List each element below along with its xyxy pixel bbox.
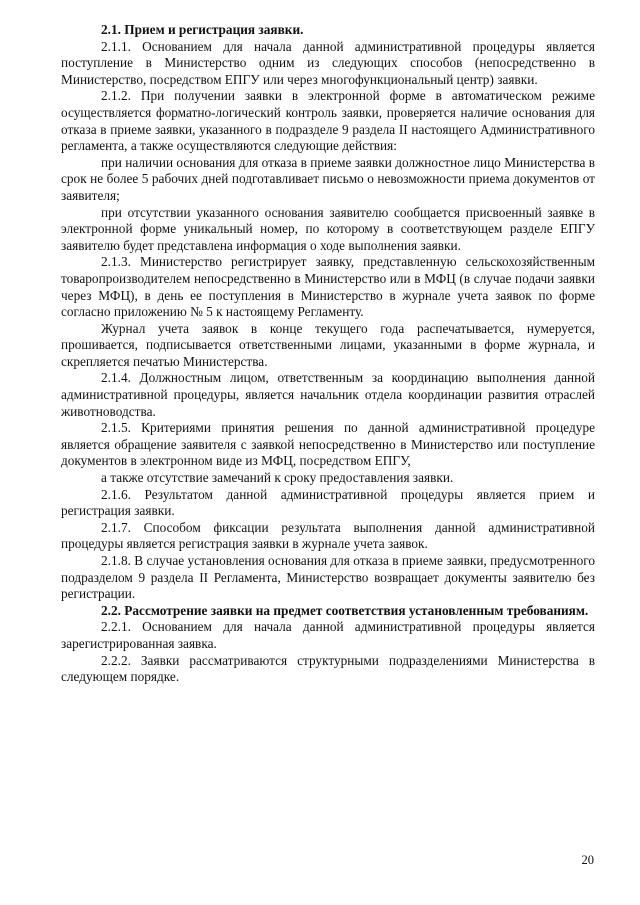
paragraph-2-1-2: 2.1.2. При получении заявки в электронной форме в автоматическом режиме осуществляется форматно-логический контроль заявки, проверяется наличие основания для отказа в приеме заявки, указанного в подразделе 9 раздела II настоящего Административного регламента, а также осуществляются следующие действия: (61, 88, 595, 154)
paragraph-2-1-7: 2.1.7. Способом фиксации результата выполнения данной административной процедуры является регистрация заявки в журнале учета заявок. (61, 519, 595, 552)
paragraph-2-1-6: 2.1.6. Результатом данной административной процедуры является прием и регистрация заявки. (61, 486, 595, 519)
document-body (61, 22, 595, 686)
paragraph-journal: Журнал учета заявок в конце текущего года распечатывается, нумеруется, прошивается, подписывается ответственными лицами, указанными в форме журнала, и скрепляется печатью Министерства. (61, 320, 595, 369)
paragraph-2-1-8: 2.1.8. В случае установления основания для отказа в приеме заявки, предусмотренного подразделом 9 раздела II Регламента, Министерство возвращает документы заявителю без регистрации. (61, 553, 595, 602)
page-number: 20 (581, 853, 594, 867)
paragraph-2-1-5: 2.1.5. Критериями принятия решения по данной административной процедуре является обращение заявителя с заявкой непосредственно в Министерство или поступление документов в электронном виде из МФЦ, посредством ЕПГУ, (61, 420, 595, 469)
paragraph-criteria-continued: а также отсутствие замечаний к сроку предоставления заявки. (101, 470, 454, 486)
paragraph-no-refusal-case: при отсутствии указанного основания заявителю сообщается присвоенный заявке в электронной форме уникальный номер, по которому в соответствующем разделе ЕПГУ заявителю будет представлена информация о ходе выполнения заявки. (61, 204, 595, 253)
paragraph-2-1-4: 2.1.4. Должностным лицом, ответственным за координацию выполнения данной административной процедуры, является начальник отдела координации развития отраслей животноводства. (61, 370, 595, 419)
section-heading-2-2: 2.2. Рассмотрение заявки на предмет соответствия установленным требованиям. (101, 602, 589, 618)
paragraph-2-2-2: 2.2.2. Заявки рассматриваются структурными подразделениями Министерства в следующем порядке. (61, 652, 595, 685)
paragraph-2-2-1: 2.2.1. Основанием для начала данной административной процедуры является зарегистрированная заявка. (61, 619, 595, 651)
paragraph-2-1-1: 2.1.1. Основанием для начала данной административной процедуры является поступление в Министерство одним из следующих способов (непосредственно в Министерство, посредством ЕПГУ или через многофункциональный центр) заявки. (61, 38, 595, 87)
paragraph-refusal-case: при наличии основания для отказа в приеме заявки должностное лицо Министерства в срок не более 5 рабочих дней подготавливает письмо о невозможности приема документов от заявителя; (61, 154, 595, 203)
section-heading-2-1: 2.1. Прием и регистрация заявки. (101, 22, 304, 37)
paragraph-2-1-3: 2.1.3. Министерство регистрирует заявку, представленную сельскохозяйственным товаропроизводителем непосредственно в Министерство или в МФЦ (в случае подачи заявки через МФЦ), в день ее поступления в Министерство в журнале учета заявок по форме согласно приложению № 5 к настоящему Регламенту. (61, 254, 595, 320)
